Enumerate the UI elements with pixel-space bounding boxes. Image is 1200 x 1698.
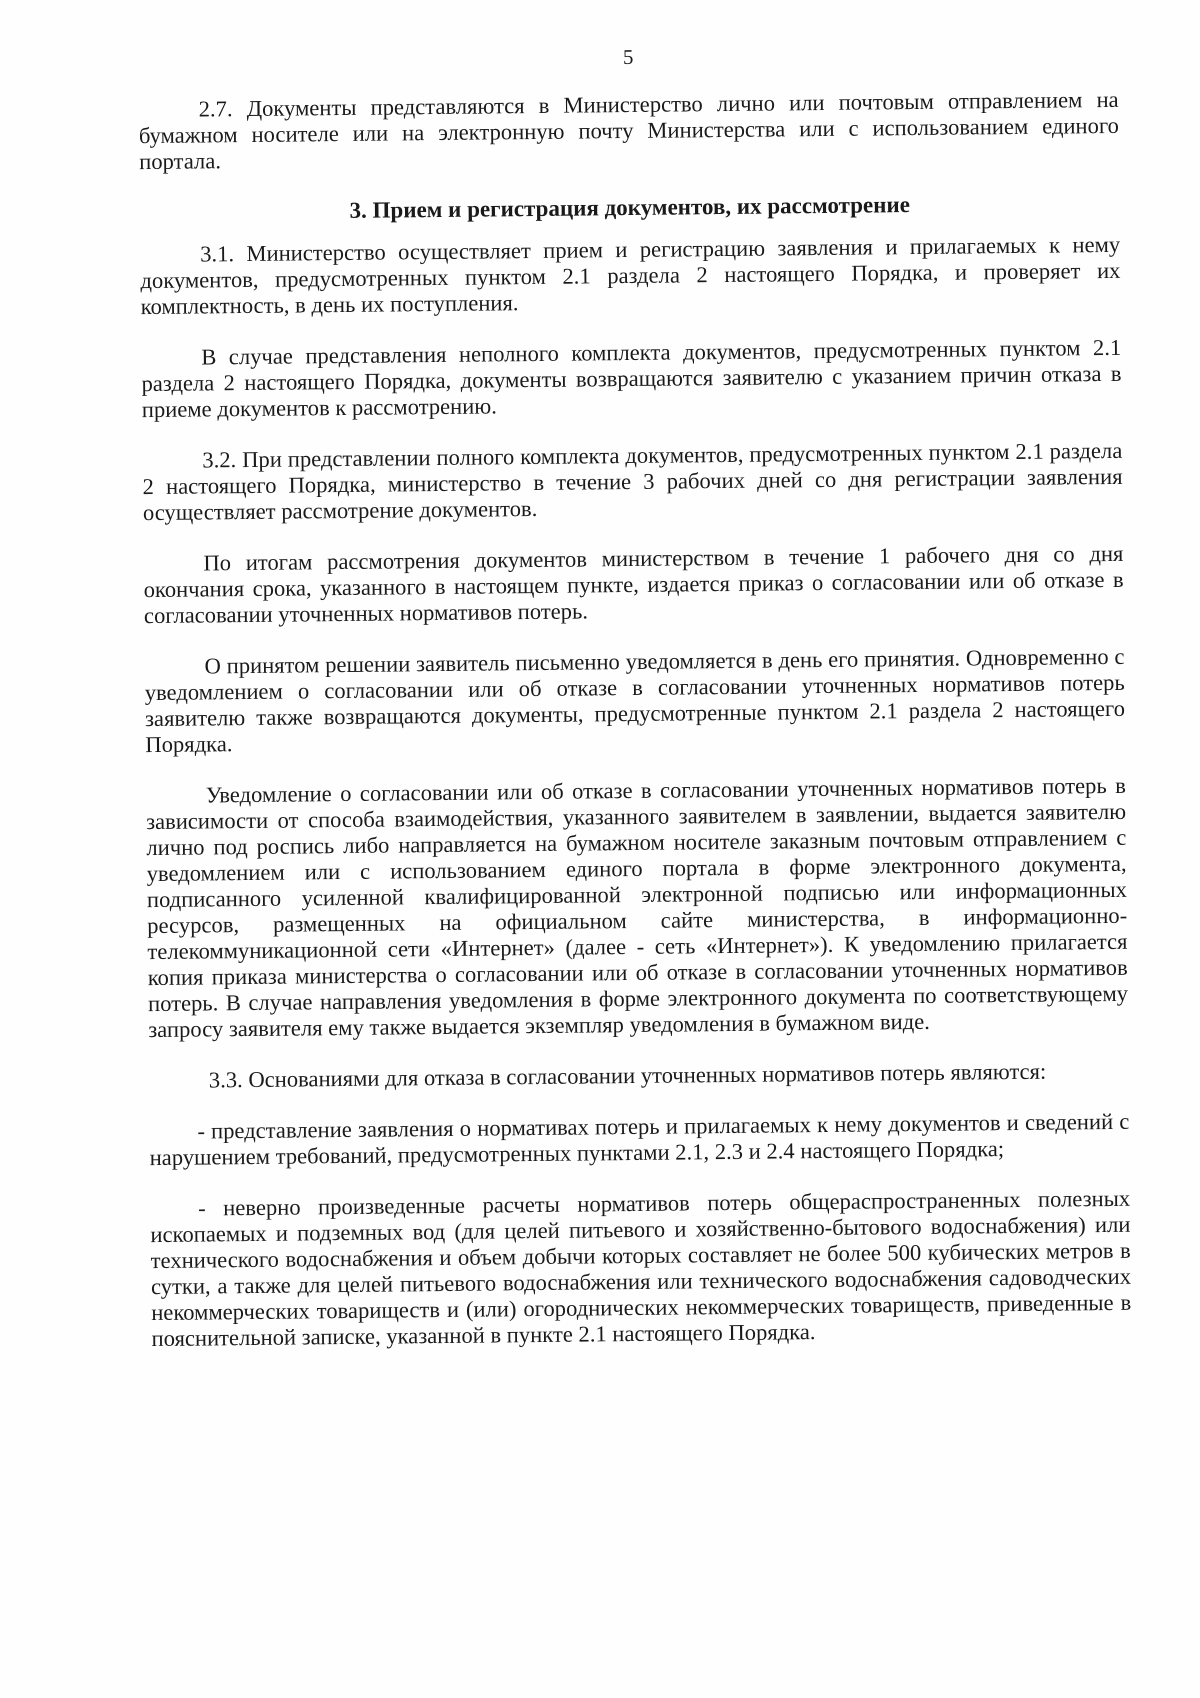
paragraph-incomplete-set: В случае представления неполного комплекта документов, предусмотренных пунктом 2.1 раздела 2 настоящего Порядка, документы возвращаются заявителю с указанием причин отказа в приеме документов к рассмотрению. bbox=[141, 334, 1122, 423]
section-heading: 3. Прием и регистрация документов, их рассмотрение bbox=[349, 192, 910, 223]
paragraph-notification-delivery: Уведомление о согласовании или об отказе в согласовании уточненных нормативов потерь в зависимости от способа взаимодействия, указанного заявителем в заявлении, выдается заявителю лично под роспись либо направляется на бумажном носителе заказным почтовым отправлением с уведомлением или с использованием единого портала в форме электронного документа, подписанного усиленной квалифицированной электронной подписью или информационных ресурсов, размещенных на официальном сайте министерства, в информационно-телекоммуникационной сети «Интернет» (далее - сеть «Интернет»). К уведомлению прилагается копия приказа министерства о согласовании или об отказе в согласовании уточненных нормативов потерь. В случае направления уведомления в форме электронного документа по соответствующему запросу заявителя ему также выдается экземпляр уведомления в бумажном виде. bbox=[145, 772, 1129, 1043]
document-sheet bbox=[138, 39, 1132, 1377]
paragraph-3-1: 3.1. Министерство осуществляет прием и регистрацию заявления и прилагаемых к нему документов, предусмотренных пунктом 2.1 раздела 2 настоящего Порядка, и проверяет их комплектность, в день их поступления. bbox=[140, 231, 1121, 320]
paragraph-review-results: По итогам рассмотрения документов министерством в течение 1 рабочего дня со дня окончания срока, указанного в настоящем пункте, издается приказ о согласовании или об отказе в согласовании уточненных нормативов потерь. bbox=[143, 540, 1124, 629]
list-item-incorrect-calculations: - неверно произведенные расчеты нормативов потерь общераспространенных полезных ископаемых и подземных вод (для целей питьевого и хозяйственно-бытового водоснабжения) или технического водоснабжения и объем добычи которых составляет не более 500 кубических метров в сутки, а также для целей питьевого водоснабжения или технического водоснабжения садоводческих некоммерческих товариществ и (или) огороднических некоммерческих товариществ, приведенные в пояснительной записке, указанной в пункте 2.1 настоящего Порядка. bbox=[150, 1185, 1132, 1352]
list-item-requirements-violation: - представление заявления о нормативах потерь и прилагаемых к нему документов и сведений с нарушением требований, предусмотренных пунктами 2.1, 2.3 и 2.4 настоящего Порядка; bbox=[149, 1108, 1130, 1171]
paragraph-2-7: 2.7. Документы представляются в Министерство лично или почтовым отправлением на бумажном носителе или на электронную почту Министерства или с использованием единого портала. bbox=[138, 86, 1120, 175]
paragraph-3-2: 3.2. При представлении полного комплекта документов, предусмотренных пунктом 2.1 раздела 2 настоящего Порядка, министерство в течение 3 рабочих дней со дня регистрации заявления осуществляет рассмотрение документов. bbox=[142, 437, 1123, 526]
page-number: 5 bbox=[622, 44, 634, 70]
paragraph-3-3: 3.3. Основаниями для отказа в согласовании уточненных нормативов потерь являются: bbox=[208, 1058, 1047, 1093]
paragraph-decision-notice: О принятом решении заявитель письменно уведомляется в день его принятия. Одновременно с уведомлением о согласовании или об отказе в согласовании уточненных нормативов потерь заявителю также возвращаются документы, предусмотренные пунктом 2.1 раздела 2 настоящего Порядка. bbox=[144, 643, 1126, 758]
